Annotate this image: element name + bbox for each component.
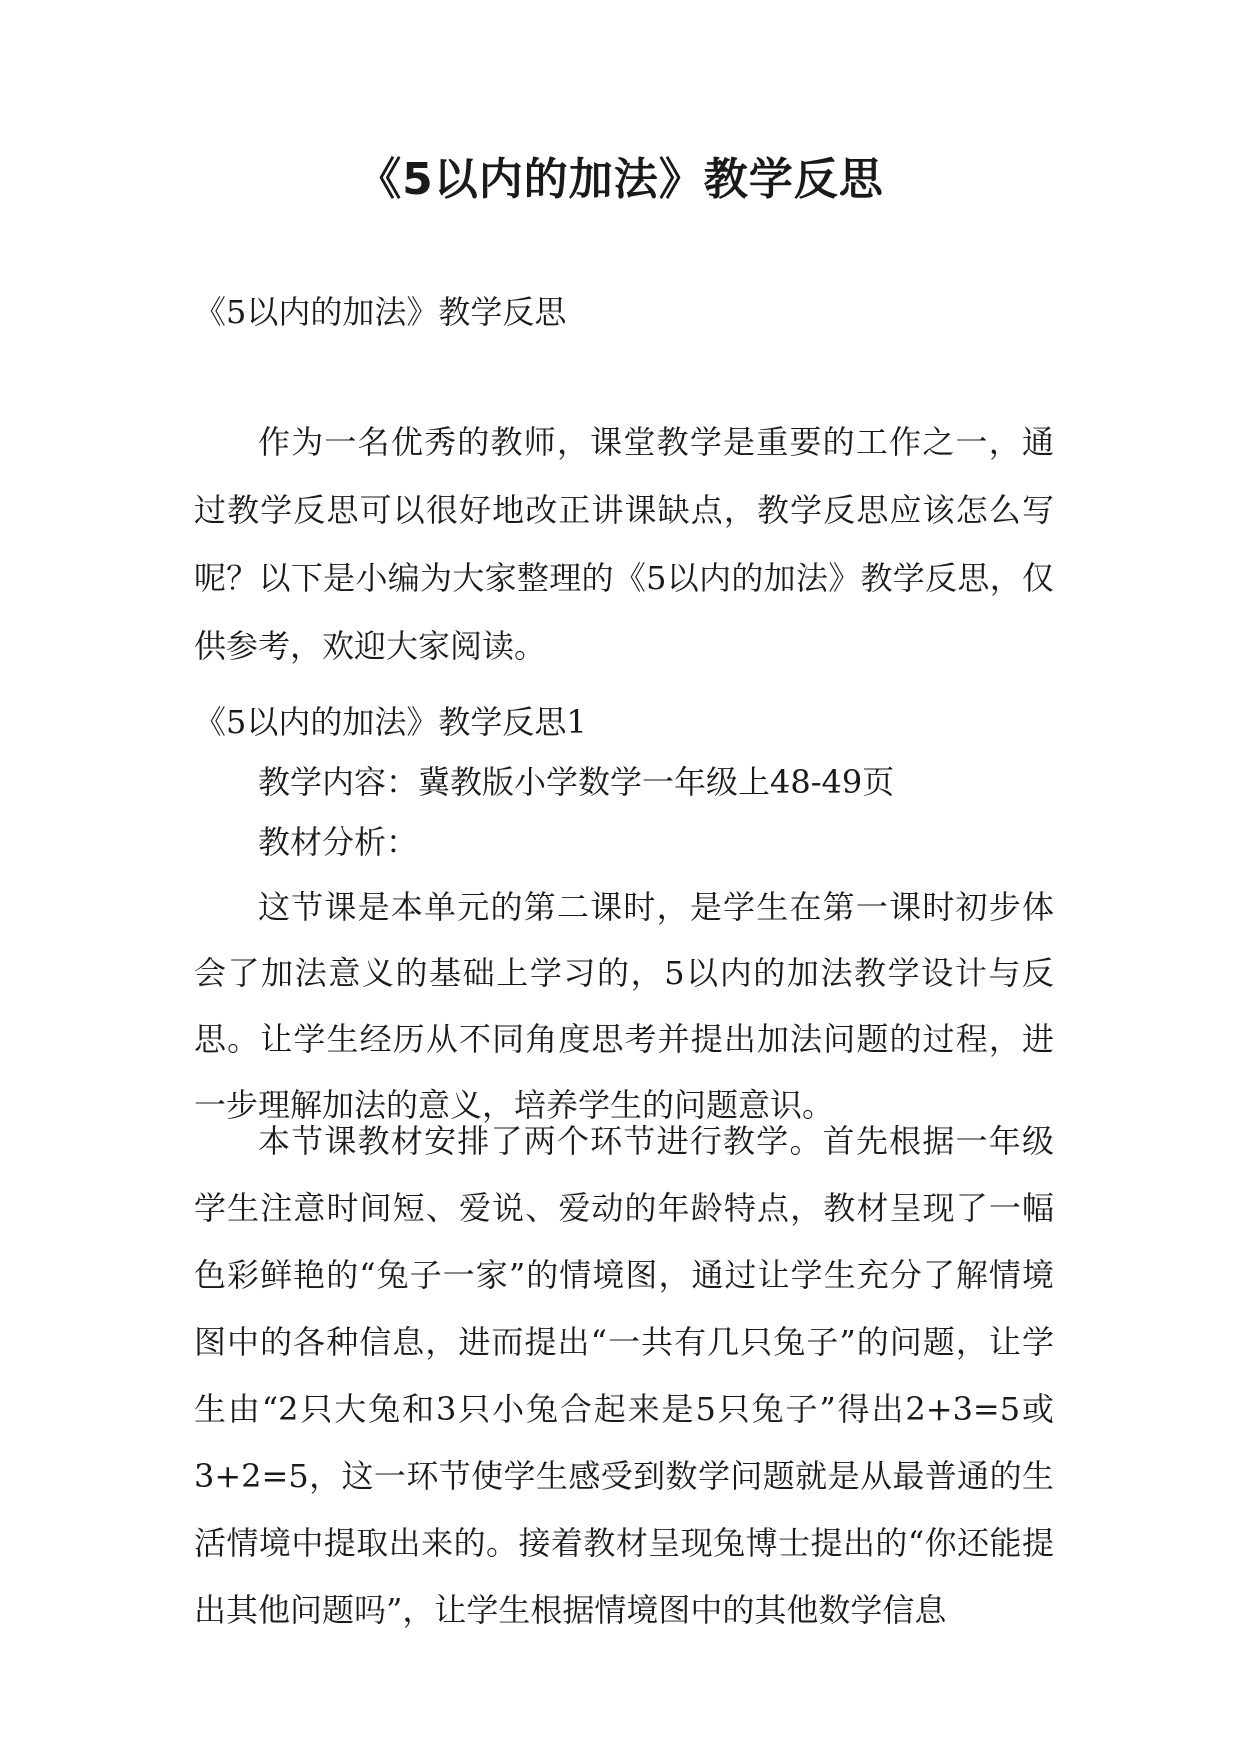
document-subtitle: 《5以内的加法》教学反思: [194, 293, 567, 331]
section-heading: 《5以内的加法》教学反思1: [194, 703, 587, 741]
document-title: 《5以内的加法》教学反思: [357, 154, 884, 205]
material-analysis-label: 教材分析：: [258, 823, 419, 861]
teaching-content-line: 教学内容：冀教版小学数学一年级上48-49页: [258, 763, 895, 801]
intro-paragraph: 作为一名优秀的教师，课堂教学是重要的工作之一，通过教学反思可以很好地改正讲课缺点，教学反思应该怎么写呢？以下是小编为大家整理的《5以内的加法》教学反思，仅供参考，欢迎大家阅读。: [194, 423, 1054, 665]
analysis-paragraph-1: 这节课是本单元的第二课时，是学生在第一课时初步体会了加法意义的基础上学习的，5以内的加法教学设计与反思。让学生经历从不同角度思考并提出加法问题的过程，进一步理解加法的意义，培养学生的问题意识。: [194, 888, 1054, 1124]
analysis-paragraph-2: 本节课教材安排了两个环节进行教学。首先根据一年级学生注意时间短、爱说、爱动的年龄特点，教材呈现了一幅色彩鲜艳的“兔子一家”的情境图，通过让学生充分了解情境图中的各种信息，进而提出“一共有几只兔子”的问题，让学生由“2只大兔和3只小兔合起来是5只兔子”得出2+3=5或3+2=5，这一环节使学生感受到数学问题就是从最普通的生活情境中提取出来的。接着教材呈现兔博士提出的“你还能提出其他问题吗”，让学生根据情境图中的其他数学信息: [194, 1122, 1054, 1629]
